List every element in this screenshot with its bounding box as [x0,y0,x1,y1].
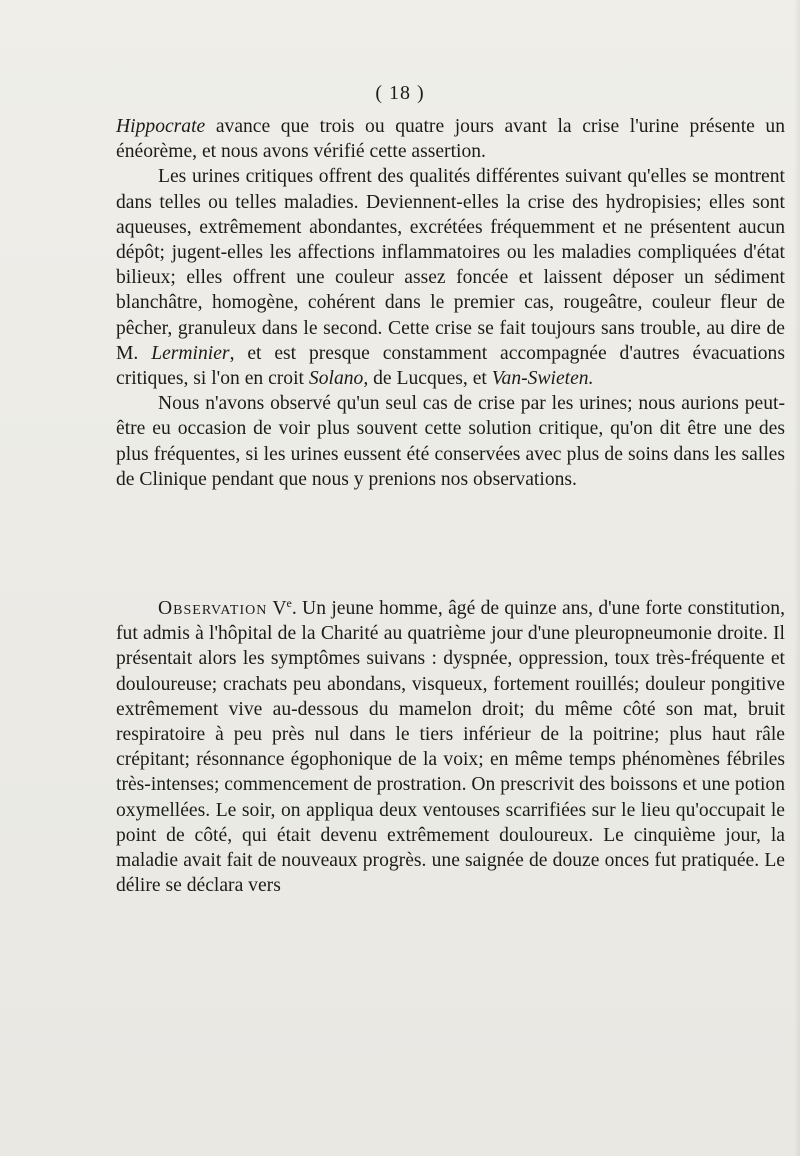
name-van-swieten: Van-Swieten. [491,368,594,390]
paragraph-seul-cas: Nous n'avons observé qu'un seul cas de crise par les urines; nous aurions peut-être eu occasion de voir plus souvent cette solution critique, qu'on dit être une des plus fréquentes, si les urines eussent été conservées avec plus de soins dans les salles de Clinique pendant que nous y prenions nos observations. [116,393,785,490]
paragraph-hippocrate-text: avance que trois ou quatre jours avant la crise l'urine présente un énéorème, et nous avons vérifié cette assertion. [116,116,785,163]
paragraph-observation [116,596,785,898]
name-solano: Solano, [308,368,369,390]
paragraph-urines-text-middle: , et est presque constamment accompagnée d'autres évacuations critiques, si l'on en croit [116,342,785,390]
observation-numeral-sup: e [286,596,292,610]
observation-heading: Observation [158,598,268,619]
paragraph-urines-text-lucques: de Lucques, et [368,368,492,390]
paragraph-urines-critiques [116,164,785,391]
page-number: ( 18 ) [375,82,425,104]
name-hippocrate: Hippocrate [116,116,206,137]
paragraph-urines-text-before: Les urines critiques offrent des qualités différentes suivant qu'elles se montrent dans telles ou telles maladies. Deviennent-elles la crise des hydropisies; elles sont aqueuses, extrêmement abondantes, excrétées fréquemment et ne présentent aucun dépôt; jugent-elles les affections inflammatoires ou les maladies compliquées d'état bilieux; elles offrent une couleur assez foncée et laissent déposer un sédiment blanchâtre, homogène, cohérent dans le premier cas, rougeâtre, couleur fleur de pêcher, granuleux dans le second. Cette crise se fait toujours sans trouble, au dire de M. [116,166,785,364]
paragraph-hippocrate [116,114,785,164]
observation-text: . Un jeune homme, âgé de quinze ans, d'une forte constitution, fut admis à l'hôpital de la Charité au quatrième jour d'une pleuropneumonie droite. Il présentait alors les symptômes suivans : dyspnée, oppression, toux très-fréquente et douloureuse; crachats peu abondans, visqueux, fortement rouillés; douleur pongitive extrêmement vive au-dessous du mamelon droit; du même côté son mat, bruit respiratoire à peu près nul dans le tiers inférieur de la poitrine; plus haut râle crépitant; résonnance égophonique de la voix; en même temps phénomènes fébriles très-intenses; commencement de prostration. On prescrivit des boissons et une potion oxymellées. Le soir, on appliqua deux ventouses scarrifiées sur le lieu qu'occupait le point de côté, qui était devenu extrêmement douloureux. Le cinquième jour, la maladie avait fait de nouveaux progrès. une saignée de douze onces fut pratiquée. Le délire se déclara vers [116,598,786,897]
text-block-observation [116,596,785,898]
observation-numeral: V [272,598,287,619]
page-edge-shadow [794,0,800,1156]
text-block-upper [116,114,785,492]
name-lerminier: Lerminier [151,342,230,364]
